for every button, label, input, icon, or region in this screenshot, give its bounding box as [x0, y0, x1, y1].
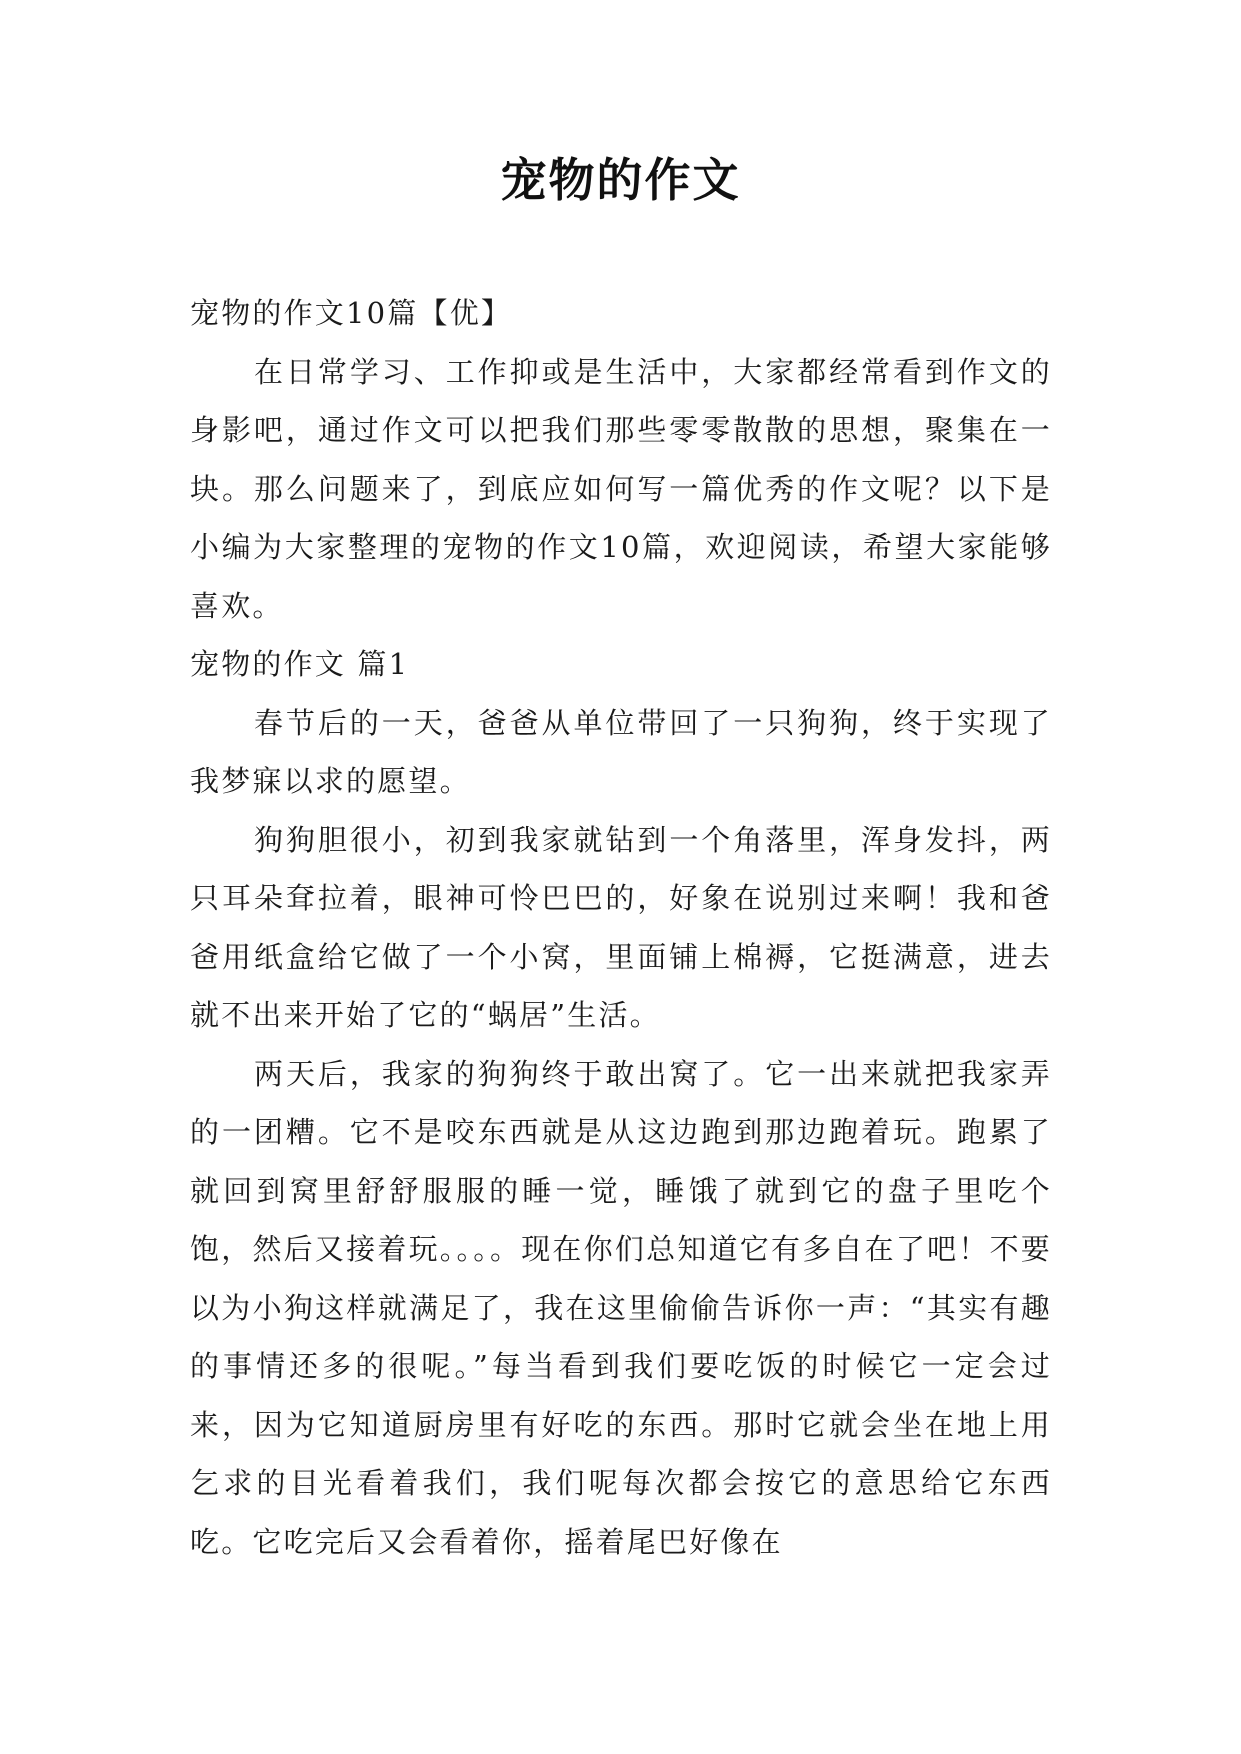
document-title: 宠物的作文: [500, 153, 741, 207]
document-body: [190, 284, 1052, 1571]
paragraph-section-1-para-3: 两天后，我家的狗狗终于敢出窝了。它一出来就把我家弄的一团糟。它不是咬东西就是从这边跑到那边跑着玩。跑累了就回到窝里舒舒服服的睡一觉，睡饿了就到它的盘子里吃个饱，然后又接着玩。。。。现在你们总知道它有多自在了吧！不要以为小狗这样就满足了，我在这里偷偷告诉你一声：“其实有趣的事情还多的很呢。”每当看到我们要吃饭的时候它一定会过来，因为它知道厨房里有好吃的东西。那时它就会坐在地上用乞求的目光看着我们，我们呢每次都会按它的意思给它东西吃。它吃完后又会看着你，摇着尾巴好像在: [190, 1056, 1052, 1559]
paragraph-subtitle: 宠物的作文10篇【优】: [190, 296, 513, 330]
paragraph-intro: 在日常学习、工作抑或是生活中，大家都经常看到作文的身影吧，通过作文可以把我们那些零零散散的思想，聚集在一块。那么问题来了，到底应如何写一篇优秀的作文呢？以下是小编为大家整理的宠物的作文10篇，欢迎阅读，希望大家能够喜欢。: [190, 354, 1052, 623]
paragraph-section-1-para-1: 春节后的一天，爸爸从单位带回了一只狗狗，终于实现了我梦寐以求的愿望。: [190, 705, 1052, 798]
paragraph-section-1-para-2: 狗狗胆很小，初到我家就钻到一个角落里，浑身发抖，两只耳朵耷拉着，眼神可怜巴巴的，好象在说别过来啊！我和爸爸用纸盒给它做了一个小窝，里面铺上棉褥，它挺满意，进去就不出来开始了它的“蜗居”生活。: [190, 822, 1052, 1032]
paragraph-section-1-heading: 宠物的作文 篇1: [190, 647, 410, 681]
